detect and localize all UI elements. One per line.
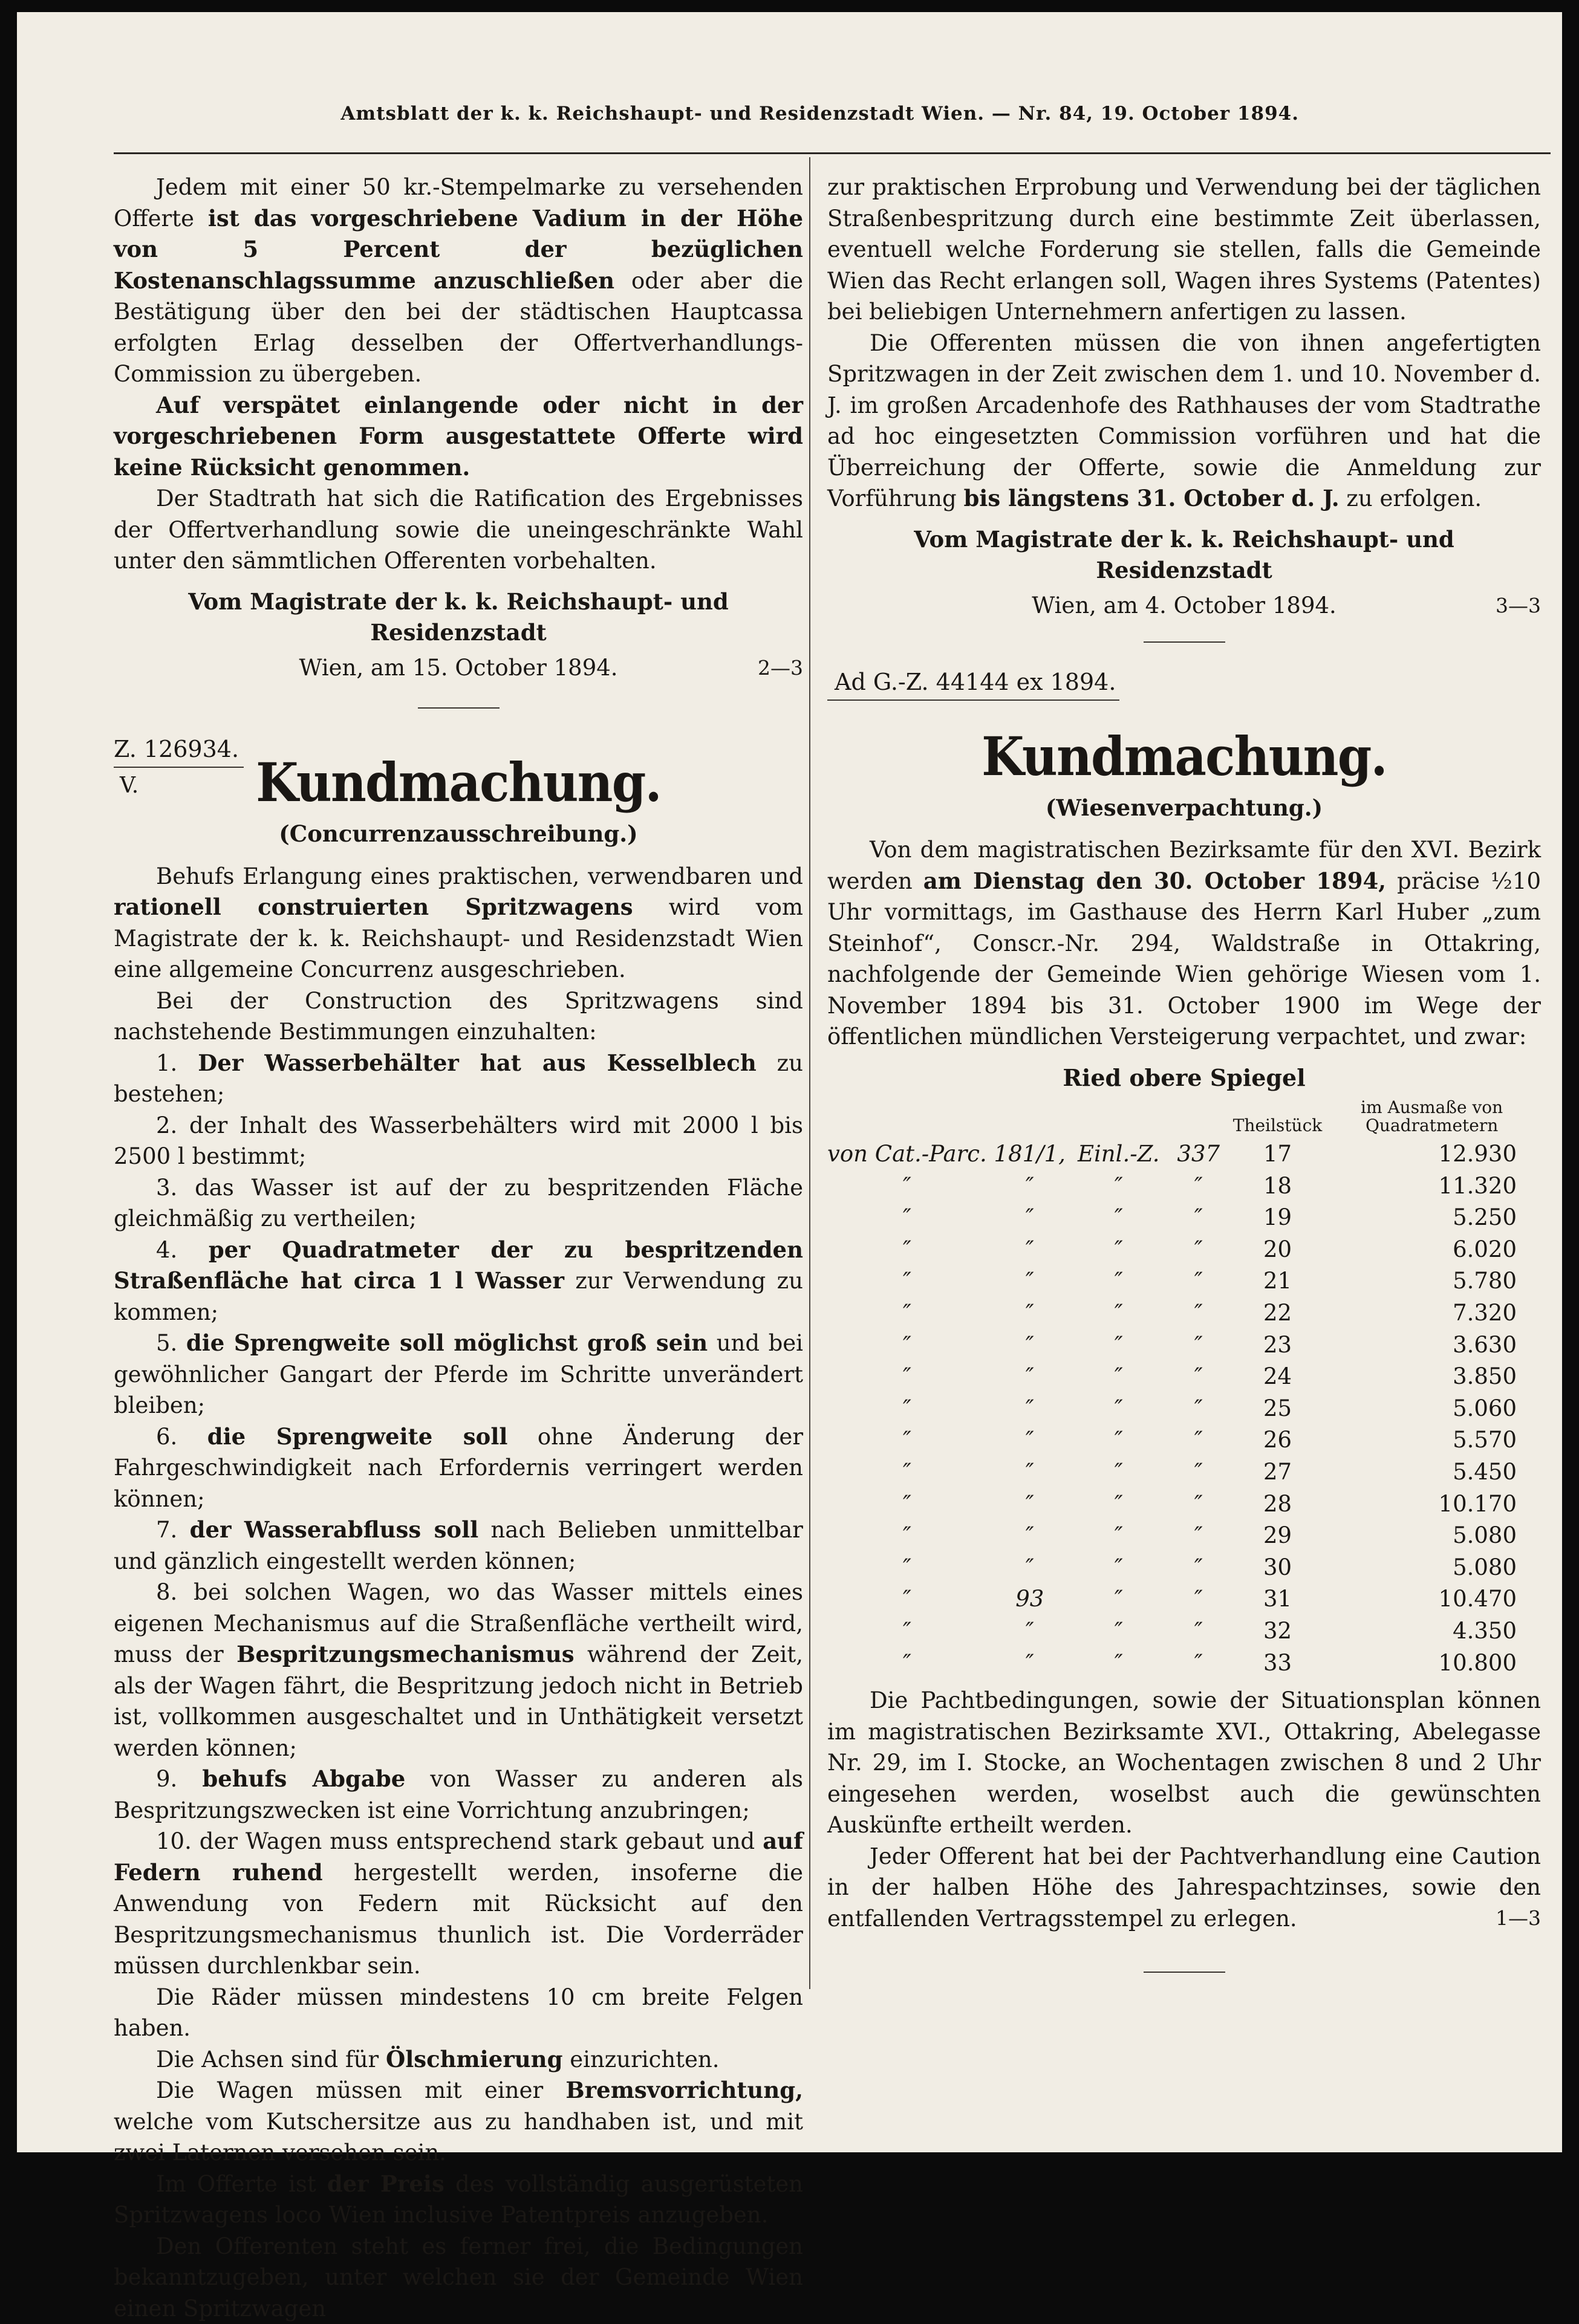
text: welche vom Kutschersitze aus zu handhaben ist, und mit zwei Laternen versehen sein. — [114, 2109, 803, 2166]
einlage-label: ″ — [1073, 1234, 1165, 1266]
table-title: Ried obere Spiegel — [827, 1062, 1541, 1094]
lot-number: 17 — [1232, 1138, 1323, 1170]
parcel-number: ″ — [987, 1520, 1073, 1552]
parcel-label: ″ — [827, 1615, 987, 1647]
area-value: 5.080 — [1323, 1552, 1541, 1584]
parcel-number: ″ — [987, 1552, 1073, 1584]
bold-text: rationell construierten Spritzwagens — [114, 894, 633, 920]
area-value: 12.930 — [1323, 1138, 1541, 1170]
parcel-number: 93 — [987, 1583, 1073, 1615]
text: 7. — [156, 1517, 190, 1543]
left-date: Wien, am 15. October 1894. — [299, 655, 617, 681]
lot-number: 28 — [1232, 1488, 1323, 1521]
paragraph — [114, 2044, 803, 2076]
area-value: 5.060 — [1323, 1393, 1541, 1425]
parcel-label: ″ — [827, 1202, 987, 1234]
parcel-number: ″ — [987, 1297, 1073, 1329]
separator-rule — [418, 707, 500, 709]
bold-text: auf Federn ruhend — [114, 1828, 803, 1886]
paragraph — [114, 1577, 803, 1764]
table-row — [827, 1234, 1541, 1266]
lot-number: 27 — [1232, 1456, 1323, 1488]
einlage-number: ″ — [1165, 1615, 1232, 1647]
lot-number: 30 — [1232, 1552, 1323, 1584]
text: Die Wagen müssen mit einer — [156, 2077, 565, 2103]
area-value: 5.570 — [1323, 1424, 1541, 1456]
left-intro — [114, 172, 803, 577]
text: Jeder Offerent hat bei der Pachtverhandlung eine Caution in der halben Höhe des Jahrespachtzinses, sowie den entfallenden Vertragsstempel zu erlegen. — [827, 1843, 1541, 1932]
area-value: 3.630 — [1323, 1329, 1541, 1362]
einlage-number: ″ — [1165, 1393, 1232, 1425]
paragraph — [114, 985, 803, 1048]
right-subtitle: (Wiesenverpachtung.) — [827, 793, 1541, 824]
paragraph — [114, 2169, 803, 2231]
einlage-label: ″ — [1073, 1615, 1165, 1647]
einlage-number: ″ — [1165, 1488, 1232, 1521]
lot-number: 31 — [1232, 1583, 1323, 1615]
bold-text: Bremsvorrichtung, — [565, 2077, 803, 2103]
parcel-label: ″ — [827, 1297, 987, 1329]
text: zur Verwendung zu kommen; — [114, 1268, 803, 1325]
text: einzurichten. — [562, 2046, 719, 2072]
area-value: 10.170 — [1323, 1488, 1541, 1521]
text: Behufs Erlangung eines praktischen, verwendbaren und — [156, 863, 803, 889]
area-value: 10.800 — [1323, 1647, 1541, 1680]
einlage-label: ″ — [1073, 1520, 1165, 1552]
right-body — [827, 834, 1541, 1053]
text: 8. bei solchen Wagen, wo das Wasser mittels eines eigenen Mechanismus auf die Straßenfläche vertheilt wird, muss der — [114, 1579, 803, 1667]
einlage-label: ″ — [1073, 1552, 1165, 1584]
lot-number: 26 — [1232, 1424, 1323, 1456]
einlage-label: ″ — [1073, 1393, 1165, 1425]
text: 10. der Wagen muss entsprechend stark gebaut und — [156, 1828, 763, 1854]
newspaper-page — [17, 12, 1562, 2152]
text: Die Offerenten müssen die von ihnen angefertigten Spritzwagen in der Zeit zwischen dem 1. und 10. November d. J. im großen Arcadenhofe des Rathhauses der vom Stadtrathe ad hoc eingesetzten Commission vorführen und hat die Überreichung der Offerte, sowie die Anmeldung zur Vorführung — [827, 330, 1541, 512]
text: 5. — [156, 1330, 186, 1356]
parcel-number: ″ — [987, 1265, 1073, 1297]
parcel-number: 181/1, — [987, 1138, 1073, 1170]
einlage-label: ″ — [1073, 1424, 1165, 1456]
left-dateline — [114, 652, 803, 684]
einlage-number: ″ — [1165, 1202, 1232, 1234]
bold-text: der Wasserabfluss soll — [190, 1516, 479, 1543]
text: Bei der Construction des Spritzwagens sind nachstehende Bestimmungen einzuhalten: — [114, 988, 803, 1045]
einlage-number: ″ — [1165, 1234, 1232, 1266]
table-row — [827, 1361, 1541, 1393]
paragraph — [827, 172, 1541, 328]
right-closing-dateline — [827, 1934, 1541, 1965]
left-date-ref: 2—3 — [758, 652, 803, 684]
separator-rule — [1144, 641, 1225, 643]
text: von Wasser zu anderen als Bespritzungszwecken ist eine Vorrichtung anzubringen; — [114, 1766, 803, 1823]
bold-text: bis längstens 31. October d. J. — [963, 485, 1339, 511]
paragraph — [114, 1826, 803, 1982]
lot-number: 18 — [1232, 1170, 1323, 1203]
lot-number: 25 — [1232, 1393, 1323, 1425]
paragraph — [114, 1764, 803, 1826]
lease-table-body — [827, 1138, 1541, 1679]
left-body — [114, 861, 803, 2324]
header-area: im Ausmaße von Quadratmetern — [1323, 1098, 1541, 1138]
bold-text: behufs Abgabe — [202, 1765, 405, 1792]
paragraph — [827, 1841, 1541, 1935]
paragraph — [114, 1235, 803, 1328]
text: Die Pachtbedingungen, sowie der Situationsplan können im magistratischen Bezirksamte XVI., Ottakring, Abelegasse Nr. 29, im I. Stocke, an Wochentagen zwischen 8 und 2 Uhr eingesehen werden, woselbst auch die gewünschten Auskünfte ertheilt werden. — [827, 1687, 1541, 1838]
parcel-number: ″ — [987, 1647, 1073, 1680]
lot-number: 21 — [1232, 1265, 1323, 1297]
text: 4. — [156, 1237, 209, 1263]
table-row — [827, 1265, 1541, 1297]
paragraph — [114, 861, 803, 985]
page-header: Amtsblatt der k. k. Reichshaupt- und Residenzstadt Wien. — Nr. 84, 19. October 1894. — [120, 103, 1299, 125]
lot-number: 20 — [1232, 1234, 1323, 1266]
einlage-number: ″ — [1165, 1583, 1232, 1615]
text: zur praktischen Erprobung und Verwendung bei der täglichen Straßenbespritzung durch eine bestimmte Zeit überlassen, eventuell welche Forderung sie stellen, falls die Gemeinde Wien das Recht erlangen soll, Wagen ihres Systems (Patentes) bei beliebigen Unternehmern anfertigen zu lassen. — [827, 174, 1541, 325]
area-value: 5.080 — [1323, 1520, 1541, 1552]
einlage-number: ″ — [1165, 1552, 1232, 1584]
left-subtitle: (Concurrenzausschreibung.) — [114, 819, 803, 850]
table-row — [827, 1424, 1541, 1456]
parcel-label: ″ — [827, 1488, 987, 1521]
lot-number: 33 — [1232, 1647, 1323, 1680]
parcel-number: ″ — [987, 1456, 1073, 1488]
lease-table — [827, 1098, 1541, 1679]
einlage-number: ″ — [1165, 1361, 1232, 1393]
einlage-label: ″ — [1073, 1265, 1165, 1297]
einlage-number: ″ — [1165, 1520, 1232, 1552]
text: während der Zeit, als der Wagen fährt, die Bespritzung jedoch nicht in Betrieb ist, vollkommen ausgeschaltet und in Unthätigkeit versetzt werden können; — [114, 1641, 803, 1761]
table-row — [827, 1520, 1541, 1552]
parcel-label: ″ — [827, 1424, 987, 1456]
area-value: 11.320 — [1323, 1170, 1541, 1203]
parcel-label: von Cat.-Parc. — [827, 1138, 987, 1170]
text: 2. der Inhalt des Wasserbehälters wird mit 2000 l bis 2500 l bestimmt; — [114, 1112, 803, 1170]
parcel-number: ″ — [987, 1393, 1073, 1425]
header-lot: Theilstück — [1232, 1098, 1323, 1138]
right-date-ref: 3—3 — [1496, 590, 1541, 622]
area-value: 10.470 — [1323, 1583, 1541, 1615]
parcel-label: ″ — [827, 1456, 987, 1488]
text: oder aber die Bestätigung über den bei der städtischen Hauptcassa erfolgten Erlag desselben der Offertverhandlungs-Commission zu übergeben. — [114, 268, 803, 388]
table-row — [827, 1138, 1541, 1170]
einlage-label: Einl.-Z. — [1073, 1138, 1165, 1170]
left-zahl: Z. 126934. — [114, 734, 244, 768]
bold-text: ist das vorgeschriebene Vadium in der Höhe von 5 Percent der bezüglichen Kostenanschlagssumme anzuschließen — [114, 205, 803, 294]
table-row — [827, 1202, 1541, 1234]
einlage-label: ″ — [1073, 1202, 1165, 1234]
parcel-number: ″ — [987, 1329, 1073, 1362]
right-title: Kundmachung. — [856, 726, 1512, 787]
table-row — [827, 1647, 1541, 1680]
table-row — [827, 1615, 1541, 1647]
right-date: Wien, am 4. October 1894. — [1032, 592, 1336, 618]
text: 9. — [156, 1766, 202, 1792]
bold-text: der Preis — [327, 2170, 444, 2197]
paragraph — [114, 172, 803, 390]
parcel-number: ″ — [987, 1202, 1073, 1234]
parcel-label: ″ — [827, 1234, 987, 1266]
parcel-label: ″ — [827, 1552, 987, 1584]
einlage-label: ″ — [1073, 1297, 1165, 1329]
paragraph — [114, 1172, 803, 1235]
bold-text: Bespritzungsmechanismus — [236, 1641, 574, 1667]
area-value: 5.780 — [1323, 1265, 1541, 1297]
area-value: 7.320 — [1323, 1297, 1541, 1329]
table-row — [827, 1488, 1541, 1521]
parcel-label: ″ — [827, 1520, 987, 1552]
area-value: 3.850 — [1323, 1361, 1541, 1393]
parcel-number: ″ — [987, 1170, 1073, 1203]
einlage-label: ″ — [1073, 1329, 1165, 1362]
text: präcise ½10 Uhr vormittags, im Gasthause des Herrn Karl Huber „zum Steinhof“, Conscr.-Nr. 294, Waldstraße in Ottakring, nachfolgende der Gemeinde Wien gehörige Wiesen vom 1. November 1894 bis 31. October 1900 im Wege der öffentlichen mündlichen Versteigerung verpachtet, und zwar: — [827, 868, 1541, 1050]
text: Der Stadtrath hat sich die Ratification des Ergebnisses der Offertverhandlung sowie die uneingeschränkte Wahl unter den sämmtlichen Offerenten vorbehalten. — [114, 485, 803, 574]
right-dateline — [827, 590, 1541, 622]
paragraph — [827, 834, 1541, 1053]
einlage-label: ″ — [1073, 1170, 1165, 1203]
column-divider — [809, 157, 810, 1989]
text: Die Räder müssen mindestens 10 cm breite Felgen haben. — [114, 1984, 803, 2042]
bold-text: am Dienstag den 30. October 1894, — [923, 868, 1386, 894]
parcel-label: ″ — [827, 1583, 987, 1615]
parcel-number: ″ — [987, 1488, 1073, 1521]
text: Im Offerte ist — [156, 2171, 327, 2197]
bold-text: die Sprengweite soll möglichst groß sein — [186, 1329, 708, 1356]
right-closing-ref: 1—3 — [1496, 1903, 1541, 1934]
text: Die Achsen sind für — [156, 2046, 386, 2072]
lot-number: 32 — [1232, 1615, 1323, 1647]
einlage-number: ″ — [1165, 1329, 1232, 1362]
parcel-label: ″ — [827, 1647, 987, 1680]
area-value: 5.250 — [1323, 1202, 1541, 1234]
text: Jedem mit einer 50 kr.-Stempelmarke zu versehenden Offerte — [114, 174, 803, 232]
left-column — [114, 172, 803, 2324]
bold-text: Ölschmierung — [386, 2046, 562, 2072]
text: Den Offerenten steht es ferner frei, die Bedingungen bekanntzugeben, unter welchen sie der Gemeinde Wien einen Spritzwagen — [114, 2233, 803, 2322]
bold-text: per Quadratmeter der zu bespritzenden Straßenfläche hat circa 1 l Wasser — [114, 1236, 803, 1294]
table-row — [827, 1393, 1541, 1425]
text: 6. — [156, 1424, 207, 1450]
parcel-number: ″ — [987, 1424, 1073, 1456]
text: 3. das Wasser ist auf der zu bespritzenden Fläche gleichmäßig zu vertheilen; — [114, 1175, 803, 1232]
parcel-number: ″ — [987, 1234, 1073, 1266]
einlage-number: ″ — [1165, 1424, 1232, 1456]
right-closing — [827, 1685, 1541, 1934]
paragraph — [114, 2231, 803, 2324]
table-row — [827, 1329, 1541, 1362]
table-row — [827, 1297, 1541, 1329]
bold-text: Der Wasserbehälter hat aus Kesselblech — [198, 1050, 757, 1076]
paragraph — [827, 328, 1541, 514]
paragraph — [114, 1514, 803, 1577]
area-value: 4.350 — [1323, 1615, 1541, 1647]
lot-number: 22 — [1232, 1297, 1323, 1329]
header-rule — [114, 152, 1551, 154]
parcel-number: ″ — [987, 1615, 1073, 1647]
text: und bei gewöhnlicher Gangart der Pferde im Schritte unverändert bleiben; — [114, 1330, 803, 1418]
text: Von dem magistratischen Bezirksamte für den XVI. Bezirk werden — [827, 837, 1541, 894]
table-row — [827, 1583, 1541, 1615]
parcel-number: ″ — [987, 1361, 1073, 1393]
area-value: 5.450 — [1323, 1456, 1541, 1488]
einlage-number: 337 — [1165, 1138, 1232, 1170]
bold-text: Auf verspätet einlangende oder nicht in der vorgeschriebenen Form ausgestattete Offerte wird keine Rücksicht genommen. — [114, 392, 803, 481]
lot-number: 24 — [1232, 1361, 1323, 1393]
table-header-row — [827, 1098, 1541, 1138]
einlage-label: ″ — [1073, 1647, 1165, 1680]
separator-rule — [1144, 1972, 1225, 1973]
text: zu erfolgen. — [1340, 485, 1482, 511]
table-row — [827, 1170, 1541, 1203]
einlage-label: ″ — [1073, 1583, 1165, 1615]
paragraph — [114, 1110, 803, 1172]
left-section-number: V. — [120, 770, 803, 802]
einlage-label: ″ — [1073, 1488, 1165, 1521]
text: wird vom Magistrate der k. k. Reichshaupt- und Residenzstadt Wien eine allgemeine Concurrenz ausgeschrieben. — [114, 894, 803, 982]
einlage-label: ″ — [1073, 1361, 1165, 1393]
parcel-label: ″ — [827, 1170, 987, 1203]
text: hergestellt werden, insoferne die Anwendung von Federn mit Rücksicht auf den Bespritzungsmechanismus thunlich ist. Die Vorderräder müssen durchlenkbar sein. — [114, 1860, 803, 1979]
parcel-label: ″ — [827, 1361, 987, 1393]
paragraph — [827, 1685, 1541, 1841]
left-title: Kundmachung. — [142, 752, 776, 813]
lot-number: 19 — [1232, 1202, 1323, 1234]
text: 1. — [156, 1050, 198, 1076]
paragraph — [114, 1048, 803, 1110]
paragraph — [114, 483, 803, 577]
lot-number: 23 — [1232, 1329, 1323, 1362]
table-row — [827, 1456, 1541, 1488]
parcel-label: ″ — [827, 1393, 987, 1425]
einlage-label: ″ — [1073, 1456, 1165, 1488]
lot-number: 29 — [1232, 1520, 1323, 1552]
left-signature: Vom Magistrate der k. k. Reichshaupt- und Residenzstadt — [114, 586, 803, 649]
text: ohne Änderung der Fahrgeschwindigkeit nach Erfordernis verringert werden können; — [114, 1424, 803, 1512]
area-value: 6.020 — [1323, 1234, 1541, 1266]
parcel-label: ″ — [827, 1329, 987, 1362]
paragraph — [114, 1421, 803, 1515]
right-column — [827, 172, 1541, 1973]
right-signature: Vom Magistrate der k. k. Reichshaupt- und Residenzstadt — [827, 524, 1541, 586]
paragraph — [114, 1328, 803, 1421]
table-row — [827, 1552, 1541, 1584]
right-intro — [827, 172, 1541, 514]
paragraph — [114, 390, 803, 484]
text: zu bestehen; — [114, 1050, 803, 1108]
einlage-number: ″ — [1165, 1456, 1232, 1488]
einlage-number: ″ — [1165, 1265, 1232, 1297]
parcel-label: ″ — [827, 1265, 987, 1297]
right-ad-ref: Ad G.-Z. 44144 ex 1894. — [827, 667, 1119, 701]
bold-text: die Sprengweite soll — [207, 1423, 508, 1450]
paragraph — [114, 1982, 803, 2044]
einlage-number: ″ — [1165, 1647, 1232, 1680]
paragraph — [114, 2075, 803, 2169]
text: nach Belieben unmittelbar und gänzlich eingestellt werden können; — [114, 1517, 803, 1574]
einlage-number: ″ — [1165, 1170, 1232, 1203]
einlage-number: ″ — [1165, 1297, 1232, 1329]
text: des vollständig ausgerüsteten Spritzwagens loco Wien inclusive Patentpreis anzugeben. — [114, 2171, 803, 2228]
